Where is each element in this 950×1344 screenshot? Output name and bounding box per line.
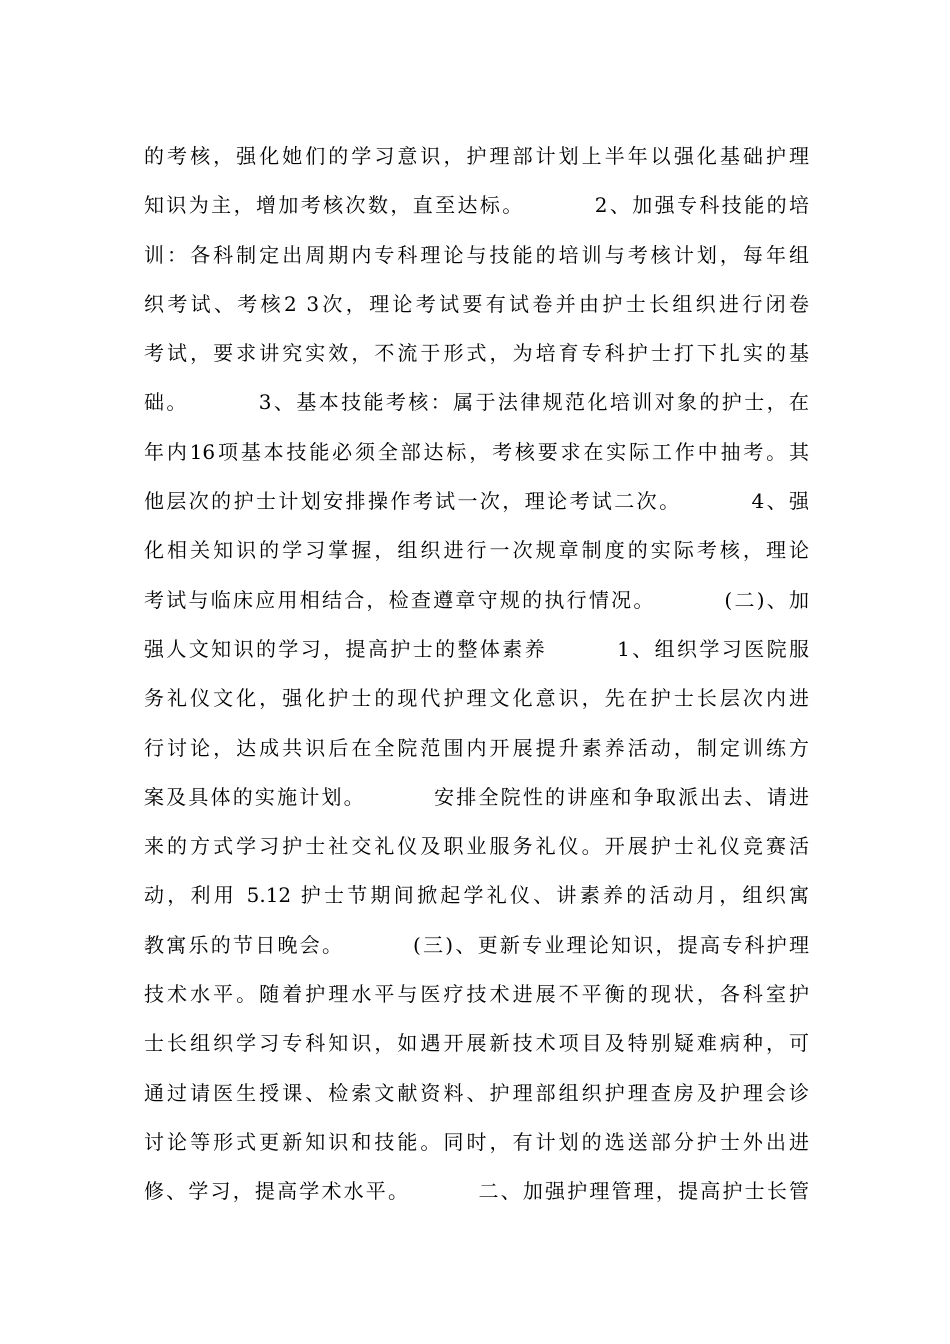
text-line-17: 教寓乐的节日晚会。 (三)、更新专业理论知识，提高专科护理	[144, 932, 809, 957]
text-line-3: 训：各科制定出周期内专科理论与技能的培训与考核计划，每年组	[144, 242, 809, 267]
text-line-4: 织考试、考核2 3次，理论考试要有试卷并由护士长组织进行闭卷	[144, 291, 809, 316]
text-line-2: 知识为主，增加考核次数，直至达标。 2、加强专科技能的培	[144, 193, 809, 218]
text-line-6: 础。 3、基本技能考核：属于法律规范化培训对象的护士，在	[144, 390, 809, 415]
text-line-11: 强人文知识的学习，提高护士的整体素养 1、组织学习医院服	[144, 636, 809, 661]
text-line-15: 来的方式学习护士社交礼仪及职业服务礼仪。开展护士礼仪竞赛活	[144, 834, 809, 859]
text-line-12: 务礼仪文化，强化护士的现代护理文化意识，先在护士长层次内进	[144, 686, 809, 711]
text-line-13: 行讨论，达成共识后在全院范围内开展提升素养活动，制定训练方	[144, 735, 809, 760]
text-line-7: 年内16项基本技能必须全部达标，考核要求在实际工作中抽考。其	[144, 439, 809, 464]
text-line-20: 通过请医生授课、检索文献资料、护理部组织护理查房及护理会诊	[144, 1080, 809, 1105]
text-line-18: 技术水平。随着护理水平与医疗技术进展不平衡的现状，各科室护	[144, 982, 809, 1007]
text-line-21: 讨论等形式更新知识和技能。同时，有计划的选送部分护士外出进	[144, 1129, 809, 1154]
text-line-8: 他层次的护士计划安排操作考试一次，理论考试二次。 4、强	[144, 489, 809, 514]
text-line-10: 考试与临床应用相结合，检查遵章守规的执行情况。 (二)、加	[144, 587, 809, 612]
text-line-9: 化相关知识的学习掌握，组织进行一次规章制度的实际考核，理论	[144, 538, 809, 563]
text-line-5: 考试，要求讲究实效，不流于形式，为培育专科护士打下扎实的基	[144, 341, 809, 366]
text-line-16: 动，利用 5.12 护士节期间掀起学礼仪、讲素养的活动月，组织寓	[144, 883, 809, 908]
text-line-19: 士长组织学习专科知识，如遇开展新技术项目及特别疑难病种，可	[144, 1031, 809, 1056]
text-line-22: 修、学习，提高学术水平。 二、加强护理管理，提高护士长管	[144, 1179, 809, 1204]
text-line-1: 的考核，强化她们的学习意识，护理部计划上半年以强化基础护理	[144, 144, 809, 168]
body-text	[144, 132, 809, 1217]
text-line-14: 案及具体的实施计划。 安排全院性的讲座和争取派出去、请进	[144, 784, 809, 809]
